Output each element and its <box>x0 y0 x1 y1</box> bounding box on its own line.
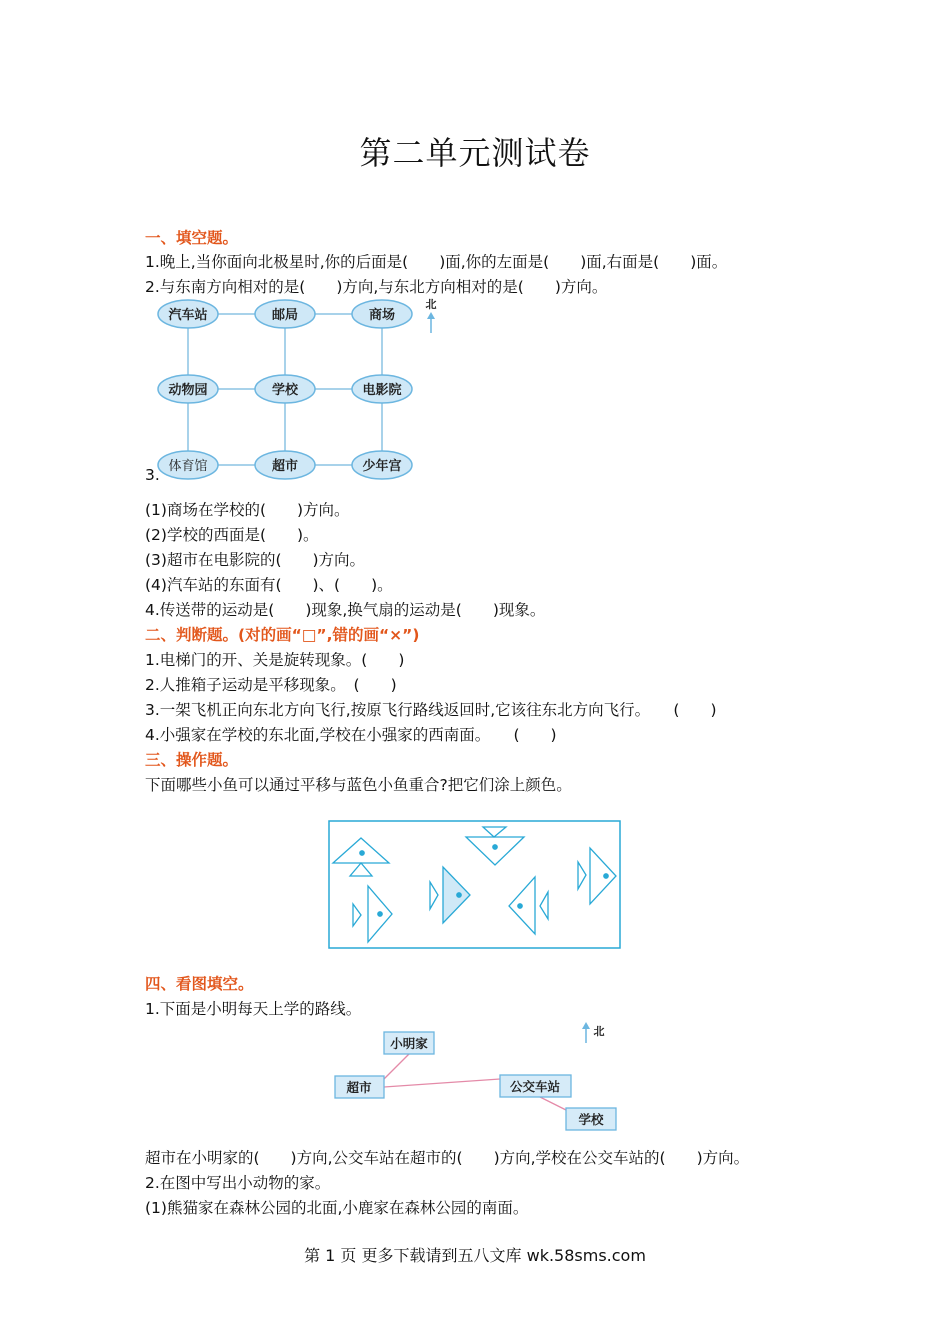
judge-question-3: 3.一架飞机正向东北方向飞行,按原飞行路线返回时,它该往东北方向飞行。 ( ) <box>145 701 717 719</box>
operate-instruction: 下面哪些小鱼可以通过平移与蓝色小鱼重合?把它们涂上颜色。 <box>145 776 572 794</box>
north-arrow-icon <box>582 1022 605 1043</box>
page-footer: 第 1 页 更多下载请到五八文库 wk.58sms.com <box>304 1246 646 1265</box>
map-label: 邮局 <box>271 308 299 323</box>
route-label: 学校 <box>578 1112 604 1127</box>
map-label: 电影院 <box>362 383 402 398</box>
route-label: 公交车站 <box>509 1079 561 1094</box>
fill-question-1: 1.晚上,当你面向北极星时,你的后面是( )面,你的左面是( )面,右面是( )面。 <box>145 253 728 271</box>
map-label: 学校 <box>271 383 299 398</box>
fill-question-3-3: (3)超市在电影院的( )方向。 <box>145 551 366 569</box>
route-diagram <box>330 1015 620 1135</box>
fill-question-2: 2.与东南方向相对的是( )方向,与东北方向相对的是( )方向。 <box>145 278 608 296</box>
map-label: 商场 <box>368 308 396 323</box>
route-label: 小明家 <box>390 1036 428 1051</box>
fish-panel <box>328 820 622 950</box>
section-1-heading: 一、填空题。 <box>145 229 239 247</box>
map-label: 动物园 <box>168 383 208 398</box>
map-label: 少年宫 <box>362 459 402 474</box>
map-label: 汽车站 <box>168 308 208 323</box>
map-label: 超市 <box>271 459 299 474</box>
fill-question-3-2: (2)学校的西面是( )。 <box>145 526 319 544</box>
judge-question-2: 2.人推箱子运动是平移现象。 ( ) <box>145 676 397 694</box>
map-label: 体育馆 <box>168 459 208 474</box>
north-label: 北 <box>425 298 437 311</box>
look-question-2-1: (1)熊猫家在森林公园的北面,小鹿家在森林公园的南面。 <box>145 1199 529 1217</box>
north-arrow-icon <box>426 298 437 333</box>
section-2-heading: 二、判断题。(对的画“□”,错的画“×”) <box>145 626 420 644</box>
direction-map-diagram <box>150 295 450 485</box>
route-label: 超市 <box>346 1080 372 1095</box>
fill-question-3: 3. <box>145 466 160 484</box>
fill-question-3-4: (4)汽车站的东面有( )、( )。 <box>145 576 393 594</box>
page-title: 第二单元测试卷 <box>359 134 591 172</box>
fill-question-3-1: (1)商场在学校的( )方向。 <box>145 501 350 519</box>
route-north-label: 北 <box>593 1025 605 1038</box>
look-question-1-answer: 超市在小明家的( )方向,公交车站在超市的( )方向,学校在公交车站的( )方向。 <box>145 1149 750 1167</box>
look-question-2: 2.在图中写出小动物的家。 <box>145 1174 331 1192</box>
section-4-heading: 四、看图填空。 <box>145 975 254 993</box>
section-3-heading: 三、操作题。 <box>145 751 239 769</box>
judge-question-4: 4.小强家在学校的东北面,学校在小强家的西南面。 ( ) <box>145 726 557 744</box>
look-question-1: 1.下面是小明每天上学的路线。 <box>145 1000 362 1018</box>
fill-question-4: 4.传送带的运动是( )现象,换气扇的运动是( )现象。 <box>145 601 546 619</box>
judge-question-1: 1.电梯门的开、关是旋转现象。( ) <box>145 651 405 669</box>
